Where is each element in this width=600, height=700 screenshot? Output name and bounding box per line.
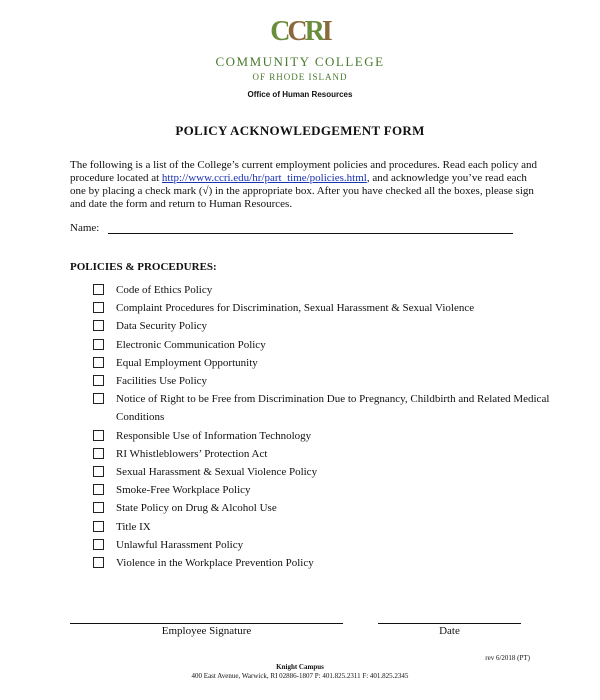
college-subtitle: OF RHODE ISLAND — [252, 72, 348, 82]
policy-label: Complaint Procedures for Discrimination, Sexual Harassment & Sexual Violence — [116, 302, 475, 315]
policy-checkbox[interactable] — [93, 393, 104, 404]
college-logo — [0, 18, 600, 82]
intro-text-start: The following is a list of the College’s current employment policies and procedures. Read each policy and procedure located at — [70, 159, 538, 184]
policy-label: Facilities Use Policy — [116, 375, 208, 388]
policy-item — [93, 518, 563, 536]
policy-checkbox[interactable] — [93, 375, 104, 386]
policy-label: Sexual Harassment & Sexual Violence Policy — [116, 466, 318, 479]
footer-campus: Knight Campus — [276, 663, 324, 671]
policy-checkbox[interactable] — [93, 557, 104, 568]
employee-signature-field[interactable] — [70, 623, 343, 624]
policy-label: Smoke-Free Workplace Policy — [116, 484, 251, 497]
policy-label: Data Security Policy — [116, 320, 208, 333]
policy-label: Unlawful Harassment Policy — [116, 538, 244, 551]
policy-label: RI Whistleblowers’ Protection Act — [116, 447, 268, 460]
policy-checkbox[interactable] — [93, 320, 104, 331]
name-field[interactable] — [108, 233, 513, 234]
policy-label: Violence in the Workplace Prevention Policy — [116, 557, 314, 570]
revision-note: rev 6/2018 (PT) — [485, 654, 530, 662]
policy-item — [93, 499, 563, 517]
policy-item — [93, 427, 563, 445]
policy-checkbox[interactable] — [93, 357, 104, 368]
policy-checkbox[interactable] — [93, 284, 104, 295]
policy-checkbox[interactable] — [93, 521, 104, 532]
policy-item — [93, 536, 563, 554]
intro-paragraph — [70, 159, 540, 211]
intro-text-end: , and acknowledge you’ve read each one by placing a check mark (√) in the appropriate box. After you have checked all the boxes, please sign and date the form and return to Human Resources. — [70, 172, 534, 210]
employee-signature-label: Employee Signature — [161, 625, 252, 637]
date-field[interactable] — [378, 623, 521, 624]
footer — [0, 663, 600, 681]
policy-item — [93, 390, 563, 426]
policy-label: Notice of Right to be Free from Discrimination Due to Pregnancy, Childbirth and Related Medical Conditions — [116, 393, 550, 424]
policy-label: Code of Ethics Policy — [116, 284, 213, 296]
policy-item — [93, 554, 563, 572]
policies-link[interactable]: http://www.ccri.edu/hr/part_time/policies.html — [161, 172, 367, 184]
policy-label: Equal Employment Opportunity — [116, 356, 258, 369]
policy-item — [93, 281, 563, 299]
policy-checkbox[interactable] — [93, 339, 104, 350]
policy-checkbox[interactable] — [93, 539, 104, 550]
policy-item — [93, 317, 563, 335]
policy-item — [93, 299, 563, 317]
college-name: COMMUNITY COLLEGE — [215, 54, 385, 69]
policy-list — [93, 281, 563, 572]
ccri-logo-icon: CCRI — [270, 16, 330, 47]
policy-item — [93, 481, 563, 499]
policy-label: Electronic Communication Policy — [116, 338, 266, 351]
policy-checkbox[interactable] — [93, 448, 104, 459]
policy-checkbox[interactable] — [93, 430, 104, 441]
policy-item — [93, 354, 563, 372]
policy-item — [93, 445, 563, 463]
date-label: Date — [439, 625, 460, 637]
policy-item — [93, 336, 563, 354]
policy-label: State Policy on Drug & Alcohol Use — [116, 502, 277, 515]
policy-checkbox[interactable] — [93, 502, 104, 513]
office-name: Office of Human Resources — [247, 90, 353, 99]
name-label: Name: — [70, 222, 100, 234]
section-heading: POLICIES & PROCEDURES: — [70, 261, 217, 273]
policy-checkbox[interactable] — [93, 302, 104, 313]
page-title: POLICY ACKNOWLEDGEMENT FORM — [175, 123, 425, 138]
policy-checkbox[interactable] — [93, 466, 104, 477]
policy-label: Title IX — [116, 520, 151, 533]
policy-item — [93, 372, 563, 390]
policy-checkbox[interactable] — [93, 484, 104, 495]
footer-address: 400 East Avenue, Warwick, RI 02886-1807 P: 401.825.2311 F: 401.825.2345 — [191, 672, 409, 680]
policy-label: Responsible Use of Information Technology — [116, 429, 312, 442]
policy-item — [93, 463, 563, 481]
